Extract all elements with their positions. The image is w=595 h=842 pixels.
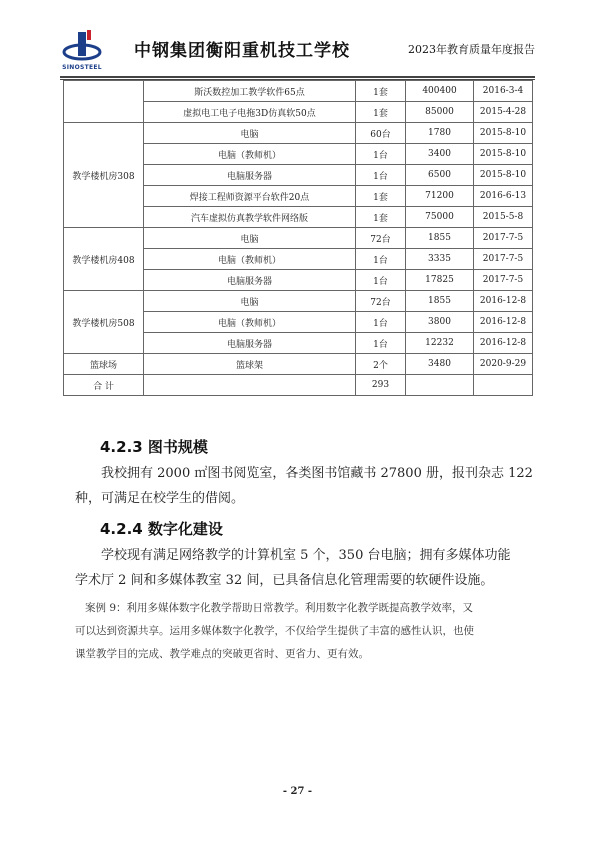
table-cell-date: 2016-3-4 [474, 81, 533, 102]
table-cell-item: 汽车虚拟仿真教学软件网络版 [144, 207, 356, 228]
table-cell-date: 2016-12-8 [474, 291, 533, 312]
table-cell-date: 2015-8-10 [474, 165, 533, 186]
library-paragraph-line: 我校拥有 2000 ㎡图书阅览室，各类图书馆藏书 27800 册，报刊杂志 122 [101, 466, 533, 481]
table-cell-item: 电脑 [144, 291, 356, 312]
table-total-value: 293 [356, 375, 406, 396]
table-cell-qty: 1套 [356, 186, 406, 207]
case-study-line: 课堂教学目的完成、教学难点的突破更省时、更省力、更有效。 [75, 648, 369, 660]
table-cell-room: 篮球场 [64, 354, 144, 375]
sinosteel-logo [60, 28, 104, 74]
table-cell-empty [474, 375, 533, 396]
table-cell-price: 75000 [406, 207, 474, 228]
table-cell-date: 2016-6-13 [474, 186, 533, 207]
table-cell-date: 2016-12-8 [474, 333, 533, 354]
table-total-label: 合 计 [64, 375, 144, 396]
table-cell-date: 2017-7-5 [474, 228, 533, 249]
table-cell-item: 斯沃数控加工教学软件65点 [144, 81, 356, 102]
table-cell-room [64, 81, 144, 123]
logo-text: SINOSTEEL [62, 64, 102, 71]
page-number: - 27 - [282, 786, 313, 797]
table-row [64, 291, 533, 312]
table-cell-price: 3335 [406, 249, 474, 270]
table-cell-qty: 72台 [356, 228, 406, 249]
table-row [64, 228, 533, 249]
school-name: 中钢集团衡阳重机技工学校 [134, 41, 350, 61]
section-heading-digital: 4.2.4 数字化建设 [100, 520, 223, 538]
table-cell-price: 1780 [406, 123, 474, 144]
table-cell-item: 篮球架 [144, 354, 356, 375]
table-cell-item: 焊接工程师资源平台软件20点 [144, 186, 356, 207]
table-cell-qty: 1台 [356, 312, 406, 333]
case-study-line: 案例 9：利用多媒体数字化教学帮助日常教学。利用数字化教学既提高教学效率，又 [85, 602, 474, 614]
table-cell-item: 电脑（教师机） [144, 144, 356, 165]
case-study-line: 可以达到资源共享。运用多媒体数字化教学，不仅给学生提供了丰富的感性认识，也使 [75, 625, 474, 637]
table-cell-date: 2015-4-28 [474, 102, 533, 123]
case-study [75, 597, 537, 666]
table-cell-item: 电脑服务器 [144, 165, 356, 186]
table-cell-item: 电脑服务器 [144, 270, 356, 291]
table-cell-qty: 60台 [356, 123, 406, 144]
table-cell-date: 2015-8-10 [474, 123, 533, 144]
table-cell-room: 教学楼机房308 [64, 123, 144, 228]
table-cell-item: 电脑 [144, 123, 356, 144]
page-header [60, 28, 535, 74]
table-cell-price: 17825 [406, 270, 474, 291]
digital-paragraph [75, 543, 535, 593]
section-heading-library: 4.2.3 图书规模 [100, 438, 208, 456]
report-title: 2023年教育质量年度报告 [408, 43, 535, 56]
table-cell-price: 1855 [406, 291, 474, 312]
table-cell-qty: 2个 [356, 354, 406, 375]
table-cell-qty: 1台 [356, 165, 406, 186]
digital-paragraph-line: 学术厅 2 间和多媒体教室 32 间，已具备信息化管理需要的软硬件设施。 [75, 573, 494, 588]
table-row [64, 123, 533, 144]
table-cell-room: 教学楼机房408 [64, 228, 144, 291]
table-cell-price: 3480 [406, 354, 474, 375]
table-cell-item: 电脑 [144, 228, 356, 249]
table-cell-item: 电脑（教师机） [144, 249, 356, 270]
table-cell-qty: 1套 [356, 102, 406, 123]
table-cell-date: 2017-7-5 [474, 249, 533, 270]
table-cell-qty: 1台 [356, 144, 406, 165]
table-cell-item: 电脑（教师机） [144, 312, 356, 333]
table-cell-price: 3400 [406, 144, 474, 165]
equipment-table [63, 80, 533, 396]
table-cell-price: 6500 [406, 165, 474, 186]
table-cell-qty: 1台 [356, 249, 406, 270]
library-paragraph-line: 种，可满足在校学生的借阅。 [75, 491, 245, 506]
table-cell-empty [144, 375, 356, 396]
table-cell-qty: 1套 [356, 207, 406, 228]
table-cell-qty: 1台 [356, 333, 406, 354]
table-cell-price: 400400 [406, 81, 474, 102]
table-cell-empty [406, 375, 474, 396]
table-cell-date: 2015-8-10 [474, 144, 533, 165]
table-cell-qty: 72台 [356, 291, 406, 312]
table-cell-item: 虚拟电工电子电拖3D仿真软50点 [144, 102, 356, 123]
table-cell-price: 3800 [406, 312, 474, 333]
header-divider [60, 76, 535, 78]
table-cell-qty: 1台 [356, 270, 406, 291]
table-cell-price: 12232 [406, 333, 474, 354]
table-row [64, 354, 533, 375]
table-cell-price: 1855 [406, 228, 474, 249]
table-cell-date: 2015-5-8 [474, 207, 533, 228]
table-total-row [64, 375, 533, 396]
table-cell-date: 2020-9-29 [474, 354, 533, 375]
table-cell-item: 电脑服务器 [144, 333, 356, 354]
library-paragraph [75, 461, 535, 511]
table-cell-date: 2017-7-5 [474, 270, 533, 291]
table-cell-price: 85000 [406, 102, 474, 123]
table-cell-qty: 1套 [356, 81, 406, 102]
table-cell-room: 教学楼机房508 [64, 291, 144, 354]
digital-paragraph-line: 学校现有满足网络教学的计算机室 5 个，350 台电脑；拥有多媒体功能 [101, 548, 511, 563]
table-row [64, 81, 533, 102]
table-cell-date: 2016-12-8 [474, 312, 533, 333]
table-cell-price: 71200 [406, 186, 474, 207]
